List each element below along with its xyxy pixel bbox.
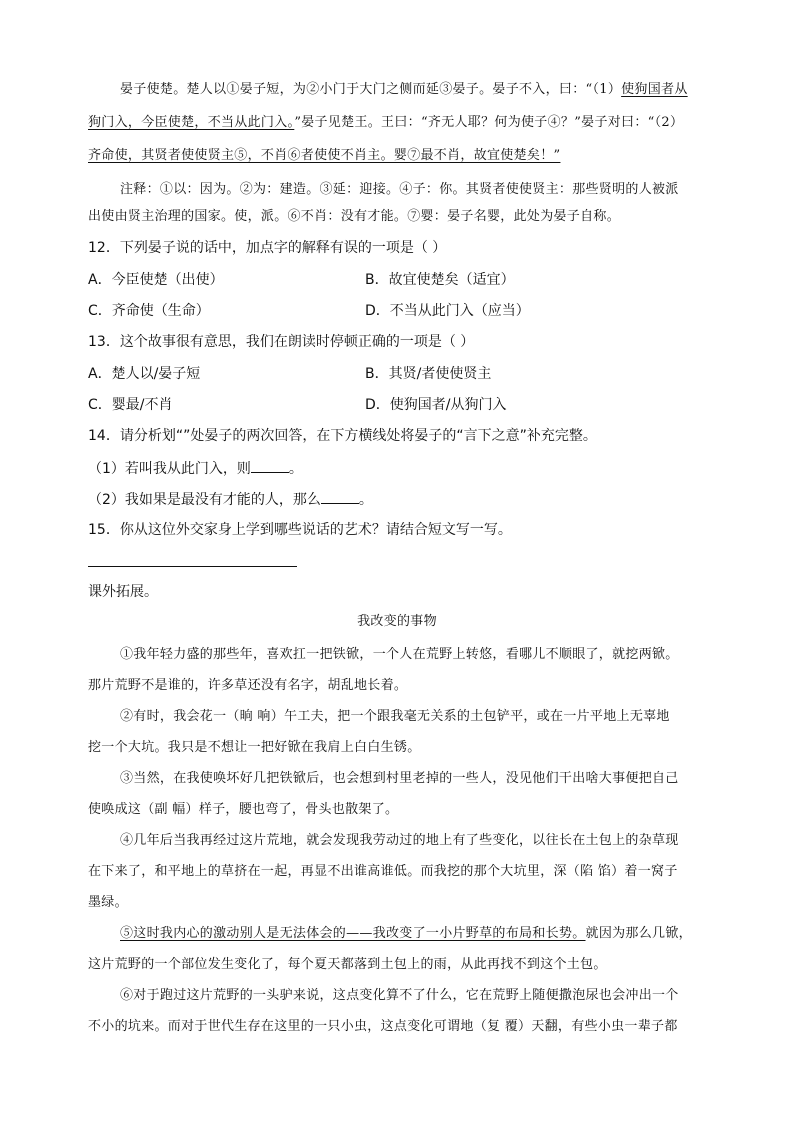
passage-underlined-answer-2: 齐命使，其贤者使使贤主⑤，不肖⑥者使使不肖主。婴⑦最不肖，故宜使楚矣！” (88, 148, 561, 163)
passage-line-2 (88, 113, 683, 133)
paragraph-2-line-1: ②有时，我会花一（晌 响）午工夫，把一个跟我毫无关系的土包铲平，或在一片平地上无辜地 (120, 709, 670, 724)
paragraph-1-line-2: 那片荒野不是谁的，许多草还没有名字，胡乱地长着。 (88, 678, 408, 693)
q14-sub-1 (88, 458, 303, 479)
paragraph-3-line-2: 使唤成这（副 幅）样子，腰也弯了，骨头也散架了。 (88, 802, 399, 817)
q14-stem: 14．请分析划“”处晏子的两次回答，在下方横线处将晏子的“言下之意”补充完整。 (88, 428, 597, 444)
q14-answer-blank-2[interactable] (321, 489, 359, 504)
passage-line-1 (120, 80, 688, 100)
passage-line-3 (88, 146, 560, 166)
q12-option-b[interactable]: B．故宜使楚矣（适宜） (365, 272, 515, 288)
q14-answer-blank-1[interactable] (251, 458, 289, 473)
q12-stem: 12．下列晏子说的话中，加点字的解释有误的一项是（ ） (88, 240, 447, 256)
passage-text: 晏子使楚。楚人以①晏子短，为②小门于大门之侧而延③晏子。晏子不入，曰：“（1） (120, 82, 622, 97)
paragraph-4-line-2: 在下来了，和平地上的草挤在一起，再显不出谁高谁低。而我挖的那个大坑里，深（陷 馅）着一窝子 (88, 864, 678, 879)
paragraph-4-line-3: 墨绿。 (88, 895, 128, 910)
notes-line-2: 出使由贤主治理的国家。使，派。⑥不肖：没有才能。⑦婴：晏子名婴，此处为晏子自称。 (88, 209, 621, 224)
q14-sub-2-end: 。 (358, 492, 373, 508)
passage-underlined-answer-1-cont: 狗门入，今臣使楚，不当从此门入。 (88, 115, 295, 130)
extension-label: 课外拓展。 (88, 584, 158, 600)
q14-sub-1-end: 。 (288, 461, 303, 477)
q15-stem: 15．你从这位外交家身上学到哪些说话的艺术？请结合短文写一写。 (88, 522, 512, 538)
paragraph-5-line-1 (120, 924, 692, 944)
q13-option-c[interactable]: C．婴最/不肖 (88, 397, 173, 413)
article-title: 我改变的事物 (357, 614, 437, 629)
paragraph-5-text: 就因为那么几锨， (585, 926, 692, 941)
passage-underlined-answer-1: 使狗国者从 (621, 82, 688, 97)
paragraph-4-line-1: ④几年后当我再经过这片荒地，就会发现我劳动过的地上有了些变化，以往长在土包上的杂草现 (120, 833, 679, 848)
paragraph-5-line-2: 这片荒野的一个部位发生变化了，每个夏天都落到土包上的雨，从此再找不到这个土包。 (88, 957, 607, 972)
paragraph-3-line-1: ③当然，在我使唤坏好几把铁锨后，也会想到村里老掉的一些人，没见他们干出啥大事便把自己 (120, 771, 679, 786)
q12-option-a[interactable]: A．今臣使楚（出使） (88, 272, 224, 288)
paragraph-1-line-1: ①我年轻力盛的那些年，喜欢扛一把铁锨，一个人在荒野上转悠，看哪儿不顺眼了，就挖两锨。 (120, 647, 679, 662)
passage-text: ”晏子见楚王。王曰：“齐无人耶？何为使子④？”晏子对曰：“（2） (294, 115, 684, 130)
q14-sub-2-text: （2）我如果是最没有才能的人，那么 (88, 492, 321, 508)
q13-stem: 13．这个故事很有意思，我们在朗读时停顿正确的一项是（ ） (88, 334, 475, 350)
q12-option-c[interactable]: C．齐命使（生命） (88, 303, 210, 319)
paragraph-5-underlined-sentence: ⑤这时我内心的激动别人是无法体会的——我改变了一小片野草的布局和长势。 (120, 926, 586, 941)
q15-answer-line[interactable] (88, 566, 297, 567)
q14-sub-2 (88, 489, 373, 510)
paragraph-2-line-2: 挖一个大坑。我只是不想让一把好锨在我肩上白白生锈。 (88, 740, 421, 755)
notes-line-1: 注释：①以：因为。②为：建造。③延：迎接。④子：你。其贤者使使贤主：那些贤明的人被派 (120, 182, 679, 197)
q13-option-a[interactable]: A．楚人以/晏子短 (88, 366, 201, 382)
q12-option-d[interactable]: D．不当从此门入（应当） (365, 303, 530, 319)
q13-option-d[interactable]: D．使狗国者/从狗门入 (365, 397, 507, 413)
q13-option-b[interactable]: B．其贤/者使使贤主 (365, 366, 492, 382)
paragraph-6-line-2: 不小的坑来。而对于世代生存在这里的一只小虫，这点变化可谓地（复 覆）天翻，有些小虫一辈子都 (88, 1019, 678, 1034)
q14-sub-1-text: （1）若叫我从此门入，则 (88, 461, 251, 477)
paragraph-6-line-1: ⑥对于跑过这片荒野的一头驴来说，这点变化算不了什么，它在荒野上随便撒泡尿也会冲出一个 (120, 988, 679, 1003)
